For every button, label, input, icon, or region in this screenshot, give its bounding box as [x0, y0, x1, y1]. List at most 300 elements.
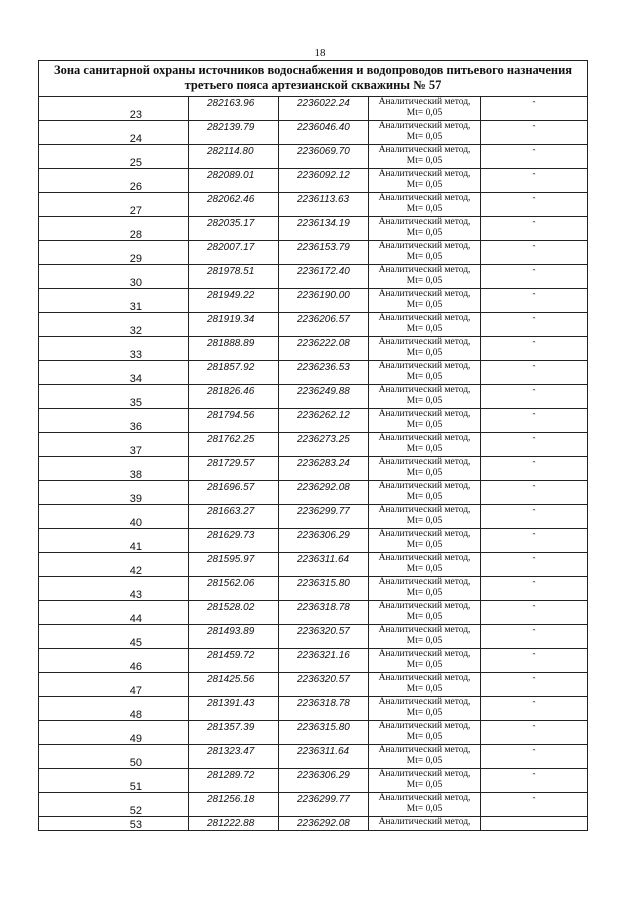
point-number: 26 — [129, 181, 142, 193]
x-coordinate-cell — [189, 217, 279, 241]
y-coordinate-cell — [279, 385, 369, 409]
point-number: 25 — [129, 157, 142, 169]
point-number: 36 — [129, 421, 142, 433]
y-coordinate-cell — [279, 337, 369, 361]
y-coordinate: 2236318.78 — [297, 698, 350, 709]
y-coordinate: 2236236.53 — [297, 362, 350, 373]
notes-cell: - — [481, 241, 588, 265]
notes-cell: - — [481, 673, 588, 697]
x-coordinate-cell — [189, 505, 279, 529]
method-text: Аналитический метод, — [378, 457, 471, 467]
x-coordinate: 282062.46 — [207, 194, 255, 205]
y-coordinate-cell — [279, 529, 369, 553]
method-accuracy: Mt= 0,05 — [406, 323, 443, 334]
notes-cell: - — [481, 481, 588, 505]
method-text: Аналитический метод, — [378, 97, 471, 107]
y-coordinate: 2236249.88 — [297, 386, 350, 397]
x-coordinate: 281323.47 — [207, 746, 255, 757]
y-coordinate: 2236311.64 — [297, 746, 350, 757]
method-accuracy: Mt= 0,05 — [406, 755, 443, 766]
x-coordinate: 281949.22 — [207, 290, 255, 301]
x-coordinate-cell — [189, 337, 279, 361]
table-row — [39, 337, 588, 361]
method-text: Аналитический метод, — [378, 217, 471, 227]
x-coordinate: 281978.51 — [207, 266, 255, 277]
point-number-cell — [39, 649, 189, 673]
table-row — [39, 649, 588, 673]
y-coordinate-cell — [279, 625, 369, 649]
method-accuracy: Mt= 0,05 — [406, 587, 443, 598]
y-coordinate: 2236306.29 — [297, 770, 350, 781]
y-coordinate-cell — [279, 217, 369, 241]
method-cell — [369, 265, 481, 289]
point-number-cell — [39, 265, 189, 289]
y-coordinate: 2236273.25 — [297, 434, 350, 445]
point-number: 42 — [129, 565, 142, 577]
notes-cell: - — [481, 601, 588, 625]
x-coordinate-cell — [189, 649, 279, 673]
method-cell — [369, 697, 481, 721]
point-number: 31 — [129, 301, 142, 313]
method-cell — [369, 577, 481, 601]
point-number-cell — [39, 769, 189, 793]
x-coordinate-cell — [189, 553, 279, 577]
notes-cell: - — [481, 289, 588, 313]
point-number-cell — [39, 745, 189, 769]
y-coordinate: 2236134.19 — [297, 218, 350, 229]
y-coordinate: 2236022.24 — [297, 98, 350, 109]
method-accuracy: Mt= 0,05 — [406, 299, 443, 310]
page-number: 18 — [314, 47, 326, 59]
y-coordinate-cell — [279, 265, 369, 289]
method-cell — [369, 241, 481, 265]
method-cell — [369, 601, 481, 625]
x-coordinate: 282007.17 — [207, 242, 255, 253]
method-cell — [369, 457, 481, 481]
method-accuracy: Mt= 0,05 — [406, 683, 443, 694]
method-text: Аналитический метод, — [378, 121, 471, 131]
x-coordinate-cell — [189, 481, 279, 505]
point-number-cell — [39, 625, 189, 649]
notes-cell: - — [481, 313, 588, 337]
y-coordinate-cell — [279, 241, 369, 265]
x-coordinate: 282163.96 — [207, 98, 255, 109]
table-row — [39, 313, 588, 337]
x-coordinate-cell — [189, 529, 279, 553]
method-text: Аналитический метод, — [378, 769, 471, 779]
table-row — [39, 625, 588, 649]
point-number-cell — [39, 97, 189, 121]
method-text: Аналитический метод, — [378, 625, 471, 635]
x-coordinate-cell — [189, 721, 279, 745]
method-accuracy: Mt= 0,05 — [406, 659, 443, 670]
method-cell — [369, 121, 481, 145]
table-row — [39, 121, 588, 145]
method-text: Аналитический метод, — [378, 361, 471, 371]
table-row — [39, 721, 588, 745]
table-row — [39, 169, 588, 193]
point-number-cell — [39, 697, 189, 721]
method-accuracy: Mt= 0,05 — [406, 779, 443, 790]
y-coordinate: 2236113.63 — [297, 194, 350, 205]
x-coordinate: 281595.97 — [207, 554, 255, 565]
x-coordinate: 281663.27 — [207, 506, 255, 517]
x-coordinate: 281459.72 — [207, 650, 255, 661]
x-coordinate-cell — [189, 673, 279, 697]
title-line-1: Зона санитарной охраны источников водоснабжения и водопроводов питьевого назначения — [53, 63, 573, 77]
x-coordinate-cell — [189, 745, 279, 769]
table-row — [39, 697, 588, 721]
notes-cell: - — [481, 145, 588, 169]
y-coordinate-cell — [279, 457, 369, 481]
point-number-cell — [39, 313, 189, 337]
y-coordinate-cell — [279, 361, 369, 385]
method-text: Аналитический метод, — [378, 697, 471, 707]
x-coordinate-cell — [189, 289, 279, 313]
notes-cell: - — [481, 457, 588, 481]
point-number: 39 — [129, 493, 142, 505]
y-coordinate: 2236190.00 — [297, 290, 350, 301]
notes-cell: - — [481, 769, 588, 793]
method-accuracy: Mt= 0,05 — [406, 395, 443, 406]
x-coordinate-cell — [189, 769, 279, 793]
method-cell — [369, 337, 481, 361]
table-row — [39, 793, 588, 817]
x-coordinate: 282114.80 — [207, 146, 254, 157]
method-accuracy: Mt= 0,05 — [406, 131, 443, 142]
notes-cell: - — [481, 625, 588, 649]
method-cell — [369, 529, 481, 553]
method-cell — [369, 625, 481, 649]
point-number-cell — [39, 121, 189, 145]
y-coordinate: 2236321.16 — [297, 650, 350, 661]
table-title-row — [39, 61, 588, 97]
y-coordinate-cell — [279, 289, 369, 313]
table-row — [39, 529, 588, 553]
x-coordinate-cell — [189, 121, 279, 145]
x-coordinate: 281696.57 — [207, 482, 255, 493]
x-coordinate: 281493.89 — [207, 626, 255, 637]
y-coordinate: 2236172.40 — [297, 266, 350, 277]
point-number-cell — [39, 457, 189, 481]
y-coordinate-cell — [279, 409, 369, 433]
method-cell — [369, 817, 481, 831]
table-row — [39, 433, 588, 457]
table-row — [39, 265, 588, 289]
y-coordinate-cell — [279, 721, 369, 745]
notes-cell: - — [481, 193, 588, 217]
y-coordinate: 2236206.57 — [297, 314, 350, 325]
x-coordinate-cell — [189, 265, 279, 289]
x-coordinate: 281888.89 — [207, 338, 255, 349]
x-coordinate-cell — [189, 361, 279, 385]
table-row — [39, 553, 588, 577]
point-number-cell — [39, 193, 189, 217]
x-coordinate-cell — [189, 697, 279, 721]
notes-cell: - — [481, 433, 588, 457]
method-cell — [369, 745, 481, 769]
notes-cell: - — [481, 169, 588, 193]
table-title — [39, 61, 588, 97]
x-coordinate: 281919.34 — [207, 314, 255, 325]
y-coordinate-cell — [279, 697, 369, 721]
x-coordinate-cell — [189, 457, 279, 481]
point-number: 37 — [129, 445, 142, 457]
notes-cell: - — [481, 121, 588, 145]
method-accuracy: Mt= 0,05 — [406, 611, 443, 622]
method-cell — [369, 169, 481, 193]
table-row — [39, 361, 588, 385]
point-number: 53 — [129, 819, 142, 831]
method-text: Аналитический метод, — [378, 793, 471, 803]
point-number-cell — [39, 409, 189, 433]
method-accuracy: Mt= 0,05 — [406, 563, 443, 574]
point-number-cell — [39, 337, 189, 361]
method-accuracy: Mt= 0,05 — [406, 371, 443, 382]
y-coordinate: 2236306.29 — [297, 530, 350, 541]
point-number: 30 — [129, 277, 142, 289]
point-number: 34 — [129, 373, 142, 385]
table-row — [39, 673, 588, 697]
point-number-cell — [39, 481, 189, 505]
method-accuracy: Mt= 0,05 — [406, 275, 443, 286]
table-row — [39, 217, 588, 241]
y-coordinate: 2236315.80 — [297, 578, 350, 589]
x-coordinate: 281222.88 — [207, 818, 255, 829]
method-cell — [369, 721, 481, 745]
point-number: 23 — [129, 109, 142, 121]
method-text: Аналитический метод, — [378, 265, 471, 275]
point-number-cell — [39, 433, 189, 457]
method-text: Аналитический метод, — [378, 409, 471, 419]
x-coordinate: 281629.73 — [207, 530, 255, 541]
point-number: 27 — [129, 205, 142, 217]
y-coordinate-cell — [279, 601, 369, 625]
point-number-cell — [39, 793, 189, 817]
method-accuracy: Mt= 0,05 — [406, 515, 443, 526]
point-number: 45 — [129, 637, 142, 649]
x-coordinate: 281425.56 — [207, 674, 255, 685]
method-text: Аналитический метод, — [378, 745, 471, 755]
method-cell — [369, 313, 481, 337]
table-row — [39, 457, 588, 481]
notes-cell: - — [481, 697, 588, 721]
method-accuracy: Mt= 0,05 — [406, 203, 443, 214]
point-number: 41 — [129, 541, 142, 553]
notes-cell: - — [481, 505, 588, 529]
point-number: 43 — [129, 589, 142, 601]
notes-cell: - — [481, 385, 588, 409]
point-number: 48 — [129, 709, 142, 721]
method-accuracy: Mt= 0,05 — [406, 155, 443, 166]
table-row — [39, 817, 588, 831]
y-coordinate: 2236320.57 — [297, 626, 350, 637]
point-number: 28 — [129, 229, 142, 241]
y-coordinate: 2236046.40 — [297, 122, 350, 133]
method-cell — [369, 553, 481, 577]
x-coordinate-cell — [189, 241, 279, 265]
notes-cell: - — [481, 265, 588, 289]
method-cell — [369, 409, 481, 433]
x-coordinate-cell — [189, 193, 279, 217]
y-coordinate: 2236292.08 — [297, 482, 350, 493]
point-number: 33 — [129, 349, 142, 361]
y-coordinate: 2236299.77 — [297, 506, 350, 517]
point-number: 40 — [129, 517, 142, 529]
method-text: Аналитический метод, — [378, 649, 471, 659]
x-coordinate-cell — [189, 625, 279, 649]
method-cell — [369, 433, 481, 457]
y-coordinate: 2236153.79 — [297, 242, 350, 253]
method-text: Аналитический метод, — [378, 601, 471, 611]
point-number: 32 — [129, 325, 142, 337]
x-coordinate-cell — [189, 793, 279, 817]
method-text: Аналитический метод, — [378, 241, 471, 251]
y-coordinate-cell — [279, 793, 369, 817]
method-accuracy: Mt= 0,05 — [406, 803, 443, 814]
method-cell — [369, 289, 481, 313]
method-cell — [369, 97, 481, 121]
point-number-cell — [39, 217, 189, 241]
notes-cell: - — [481, 577, 588, 601]
method-cell — [369, 673, 481, 697]
table-row — [39, 193, 588, 217]
point-number: 50 — [129, 757, 142, 769]
x-coordinate-cell — [189, 145, 279, 169]
x-coordinate-cell — [189, 169, 279, 193]
y-coordinate-cell — [279, 121, 369, 145]
y-coordinate-cell — [279, 97, 369, 121]
x-coordinate: 281357.39 — [207, 722, 255, 733]
y-coordinate-cell — [279, 313, 369, 337]
method-text: Аналитический метод, — [378, 505, 471, 515]
x-coordinate: 282035.17 — [207, 218, 255, 229]
method-cell — [369, 361, 481, 385]
point-number-cell — [39, 817, 189, 831]
point-number: 35 — [129, 397, 142, 409]
point-number-cell — [39, 241, 189, 265]
x-coordinate-cell — [189, 313, 279, 337]
table-row — [39, 409, 588, 433]
method-accuracy: Mt= 0,05 — [406, 707, 443, 718]
method-cell — [369, 793, 481, 817]
y-coordinate-cell — [279, 193, 369, 217]
notes-cell: - — [481, 745, 588, 769]
method-accuracy: Mt= 0,05 — [406, 227, 443, 238]
point-number-cell — [39, 169, 189, 193]
y-coordinate-cell — [279, 169, 369, 193]
method-cell — [369, 385, 481, 409]
y-coordinate-cell — [279, 577, 369, 601]
point-number: 46 — [129, 661, 142, 673]
method-text: Аналитический метод, — [378, 721, 471, 731]
method-text: Аналитический метод, — [378, 385, 471, 395]
table-row — [39, 241, 588, 265]
table-row — [39, 385, 588, 409]
coordinates-table — [38, 60, 588, 831]
y-coordinate-cell — [279, 433, 369, 457]
y-coordinate-cell — [279, 145, 369, 169]
y-coordinate-cell — [279, 673, 369, 697]
y-coordinate-cell — [279, 481, 369, 505]
x-coordinate: 281794.56 — [207, 410, 255, 421]
point-number-cell — [39, 577, 189, 601]
method-accuracy: Mt= 0,05 — [406, 467, 443, 478]
title-line-2: третьего пояса артезианской скважины № 57 — [184, 78, 442, 92]
table-row — [39, 769, 588, 793]
point-number-cell — [39, 553, 189, 577]
method-text: Аналитический метод, — [378, 553, 471, 563]
y-coordinate-cell — [279, 817, 369, 831]
method-accuracy: Mt= 0,05 — [406, 347, 443, 358]
point-number-cell — [39, 289, 189, 313]
method-accuracy: Mt= 0,05 — [406, 443, 443, 454]
point-number: 49 — [129, 733, 142, 745]
x-coordinate: 281562.06 — [207, 578, 255, 589]
point-number-cell — [39, 673, 189, 697]
point-number-cell — [39, 601, 189, 625]
method-cell — [369, 649, 481, 673]
method-accuracy: Mt= 0,05 — [406, 731, 443, 742]
method-text: Аналитический метод, — [378, 673, 471, 683]
x-coordinate-cell — [189, 433, 279, 457]
table-row — [39, 745, 588, 769]
point-number: 38 — [129, 469, 142, 481]
y-coordinate: 2236315.80 — [297, 722, 350, 733]
method-text: Аналитический метод, — [378, 577, 471, 587]
method-accuracy: Mt= 0,05 — [406, 107, 443, 118]
y-coordinate-cell — [279, 505, 369, 529]
x-coordinate-cell — [189, 817, 279, 831]
x-coordinate: 282139.79 — [207, 122, 255, 133]
y-coordinate: 2236222.08 — [297, 338, 350, 349]
notes-cell: - — [481, 217, 588, 241]
x-coordinate-cell — [189, 601, 279, 625]
method-accuracy: Mt= 0,05 — [406, 251, 443, 262]
point-number: 44 — [129, 613, 142, 625]
y-coordinate: 2236299.77 — [297, 794, 350, 805]
y-coordinate: 2236292.08 — [297, 818, 350, 829]
table-row — [39, 577, 588, 601]
method-accuracy: Mt= 0,05 — [406, 491, 443, 502]
y-coordinate-cell — [279, 745, 369, 769]
method-text: Аналитический метод, — [378, 193, 471, 203]
point-number-cell — [39, 721, 189, 745]
notes-cell: - — [481, 721, 588, 745]
point-number: 29 — [129, 253, 142, 265]
x-coordinate: 282089.01 — [207, 170, 255, 181]
table-row — [39, 145, 588, 169]
method-text: Аналитический метод, — [378, 337, 471, 347]
notes-cell: - — [481, 337, 588, 361]
x-coordinate: 281826.46 — [207, 386, 255, 397]
x-coordinate: 281857.92 — [207, 362, 255, 373]
y-coordinate: 2236092.12 — [297, 170, 350, 181]
notes-cell: - — [481, 553, 588, 577]
method-text: Аналитический метод, — [378, 289, 471, 299]
y-coordinate: 2236262.12 — [297, 410, 350, 421]
point-number-cell — [39, 145, 189, 169]
method-text: Аналитический метод, — [378, 313, 471, 323]
method-cell — [369, 145, 481, 169]
table-row — [39, 481, 588, 505]
method-cell — [369, 769, 481, 793]
y-coordinate: 2236320.57 — [297, 674, 350, 685]
x-coordinate: 281762.25 — [207, 434, 255, 445]
method-accuracy: Mt= 0,05 — [406, 635, 443, 646]
x-coordinate-cell — [189, 385, 279, 409]
notes-cell: - — [481, 529, 588, 553]
